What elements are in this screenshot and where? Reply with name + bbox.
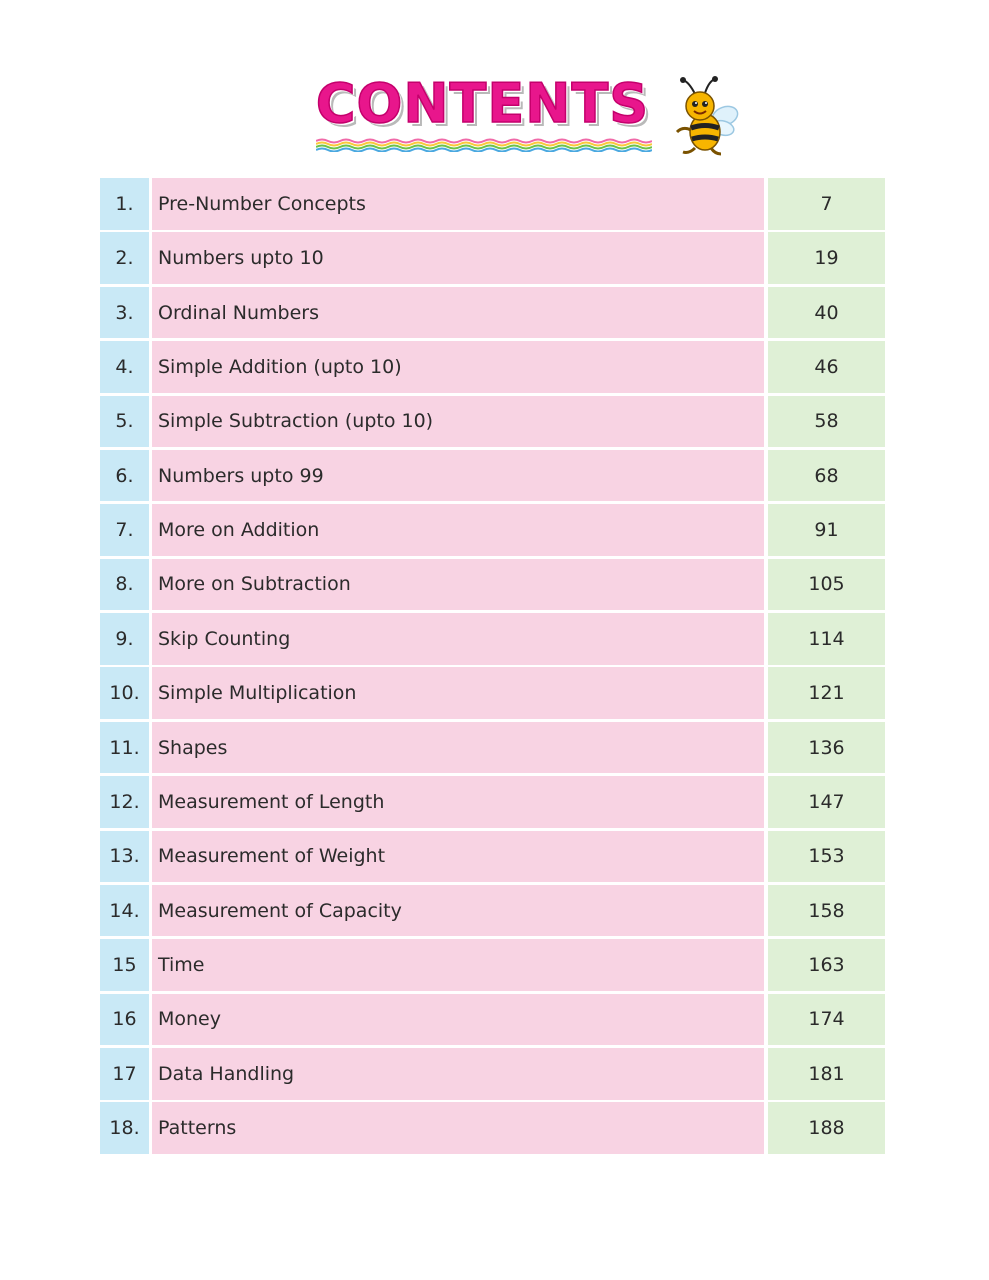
chapter-title[interactable]: Skip Counting <box>152 613 764 665</box>
chapter-number: 18. <box>100 1102 149 1154</box>
chapter-page-number: 174 <box>768 994 885 1046</box>
chapter-page-number: 68 <box>768 450 885 502</box>
chapter-title[interactable]: Measurement of Weight <box>152 831 764 883</box>
chapter-page-number: 19 <box>768 232 885 284</box>
chapter-title[interactable]: Simple Addition (upto 10) <box>152 341 764 393</box>
contents-table <box>100 178 885 1157</box>
chapter-title[interactable]: Shapes <box>152 722 764 774</box>
chapter-page-number: 105 <box>768 559 885 611</box>
chapter-number: 6. <box>100 450 149 502</box>
chapter-page-number: 188 <box>768 1102 885 1154</box>
chapter-number: 3. <box>100 287 149 339</box>
chapter-title[interactable]: Ordinal Numbers <box>152 287 764 339</box>
chapter-page-number: 121 <box>768 667 885 719</box>
chapter-number: 10. <box>100 667 149 719</box>
chapter-number: 7. <box>100 504 149 556</box>
chapter-page-number: 163 <box>768 939 885 991</box>
table-row[interactable] <box>100 667 885 719</box>
table-row[interactable] <box>100 994 885 1046</box>
table-row[interactable] <box>100 1102 885 1154</box>
table-row[interactable] <box>100 1048 885 1100</box>
chapter-title[interactable]: More on Addition <box>152 504 764 556</box>
table-row[interactable] <box>100 885 885 937</box>
chapter-number: 1. <box>100 178 149 230</box>
chapter-page-number: 46 <box>768 341 885 393</box>
chapter-page-number: 114 <box>768 613 885 665</box>
table-row[interactable] <box>100 396 885 448</box>
chapter-title[interactable]: Patterns <box>152 1102 764 1154</box>
chapter-title[interactable]: Numbers upto 99 <box>152 450 764 502</box>
title-block <box>310 74 655 149</box>
chapter-number: 17 <box>100 1048 149 1100</box>
chapter-number: 11. <box>100 722 149 774</box>
table-row[interactable] <box>100 722 885 774</box>
table-row[interactable] <box>100 831 885 883</box>
chapter-page-number: 153 <box>768 831 885 883</box>
table-row[interactable] <box>100 287 885 339</box>
chapter-title[interactable]: Measurement of Capacity <box>152 885 764 937</box>
chapter-title[interactable]: Money <box>152 994 764 1046</box>
table-row[interactable] <box>100 232 885 284</box>
contents-header <box>0 66 989 156</box>
chapter-title[interactable]: Measurement of Length <box>152 776 764 828</box>
chapter-number: 2. <box>100 232 149 284</box>
table-row[interactable] <box>100 504 885 556</box>
chapter-number: 4. <box>100 341 149 393</box>
chapter-number: 5. <box>100 396 149 448</box>
chapter-number: 15 <box>100 939 149 991</box>
chapter-page-number: 181 <box>768 1048 885 1100</box>
chapter-page-number: 136 <box>768 722 885 774</box>
chapter-page-number: 7 <box>768 178 885 230</box>
chapter-number: 12. <box>100 776 149 828</box>
chapter-title[interactable]: Numbers upto 10 <box>152 232 764 284</box>
table-row[interactable] <box>100 613 885 665</box>
table-row[interactable] <box>100 450 885 502</box>
page-title: CONTENTS <box>315 72 650 135</box>
chapter-page-number: 158 <box>768 885 885 937</box>
table-row[interactable] <box>100 939 885 991</box>
chapter-page-number: 147 <box>768 776 885 828</box>
table-row[interactable] <box>100 341 885 393</box>
chapter-number: 16 <box>100 994 149 1046</box>
chapter-title[interactable]: Simple Multiplication <box>152 667 764 719</box>
chapter-page-number: 91 <box>768 504 885 556</box>
rainbow-wave-underline <box>316 138 652 152</box>
chapter-page-number: 40 <box>768 287 885 339</box>
chapter-number: 13. <box>100 831 149 883</box>
chapter-page-number: 58 <box>768 396 885 448</box>
bee-mascot-icon <box>665 76 740 156</box>
table-row[interactable] <box>100 559 885 611</box>
chapter-title[interactable]: Simple Subtraction (upto 10) <box>152 396 764 448</box>
chapter-title[interactable]: Time <box>152 939 764 991</box>
chapter-title[interactable]: Pre-Number Concepts <box>152 178 764 230</box>
chapter-number: 8. <box>100 559 149 611</box>
chapter-number: 9. <box>100 613 149 665</box>
chapter-number: 14. <box>100 885 149 937</box>
chapter-title[interactable]: More on Subtraction <box>152 559 764 611</box>
chapter-title[interactable]: Data Handling <box>152 1048 764 1100</box>
table-row[interactable] <box>100 776 885 828</box>
table-row[interactable] <box>100 178 885 230</box>
